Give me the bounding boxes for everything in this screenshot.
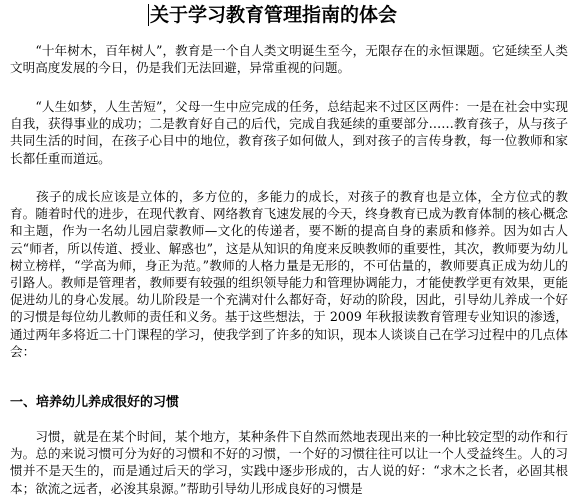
section-heading: 一、培养幼儿养成很好的习惯 xyxy=(10,395,180,410)
paragraph-3: 孩子的成长应该是立体的，多方位的，多能力的成长，对孩子的教育也是立体，全方位式的教育。随着时代的进步，在现代教育、网络教育飞速发展的今天，终身教育已成为教育体制的核心概念和主题，作为一名幼儿园启蒙教师—文化的传递者，要不断的提高自身的素质和修养。因为如古人云“师者，所以传道、授业、解惑也”，这是从知识的角度来反映教师的重要性，其次，教师要为幼儿树立榜样，“学高为师，身正为范。”教师的人格力量是无形的，不可估量的，教师要真正成为幼儿的引路人。教师是管理者，教师要有较强的组织领导能力和管理协调能力，才能使教学更有效果，更能促进幼儿的身心发展。幼儿阶段是一个充满对什么都好奇，好动的阶段，因此，引导幼儿养成一个好的习惯是每位幼儿教师的责任和义务。基于这些想法，于 2009 年秋报读教育管理专业知识的渗透，通过两年多将近二十门课程的学习，使我学到了许多的知识，现本人谈谈自己在学习过程中的几点体会： xyxy=(10,189,568,359)
paragraph-2: “人生如梦，人生苦短”，父母一生中应完成的任务，总结起来不过区区两件：一是在社会中实现自我，获得事业的成功；二是教育好自己的后代，完成自我延续的重要部分……教育孩子，从与孩子共同生活的时间，在孩子心目中的地位，教育孩子如何做人，到对孩子的言传身教，每一位教师和家长都任重而道远。 xyxy=(10,99,568,166)
text-cursor xyxy=(148,4,149,26)
paragraph-4: 习惯，就是在某个时间，某个地方，某种条件下自然而然地表现出来的一种比较定型的动作和行为。总的来说习惯可分为好的习惯和不好的习惯，一个好的习惯往往可以让一个人受益终生。人的习惯并不是天生的，而是通过后天的学习，实践中逐步形成的，古人说的好：“求木之长者，必固其根本；欲流之远者，必浚其泉源。”帮助引导幼儿形成良好的习惯是 xyxy=(10,429,568,496)
paragraph-1: “十年树木，百年树人”，教育是一个自人类文明诞生至今，无限存在的永恒课题。它延续至人类文明高度发展的今日，仍是我们无法回避，异常重视的问题。 xyxy=(10,43,568,76)
document-title: 关于学习教育管理指南的体会 xyxy=(150,4,398,26)
